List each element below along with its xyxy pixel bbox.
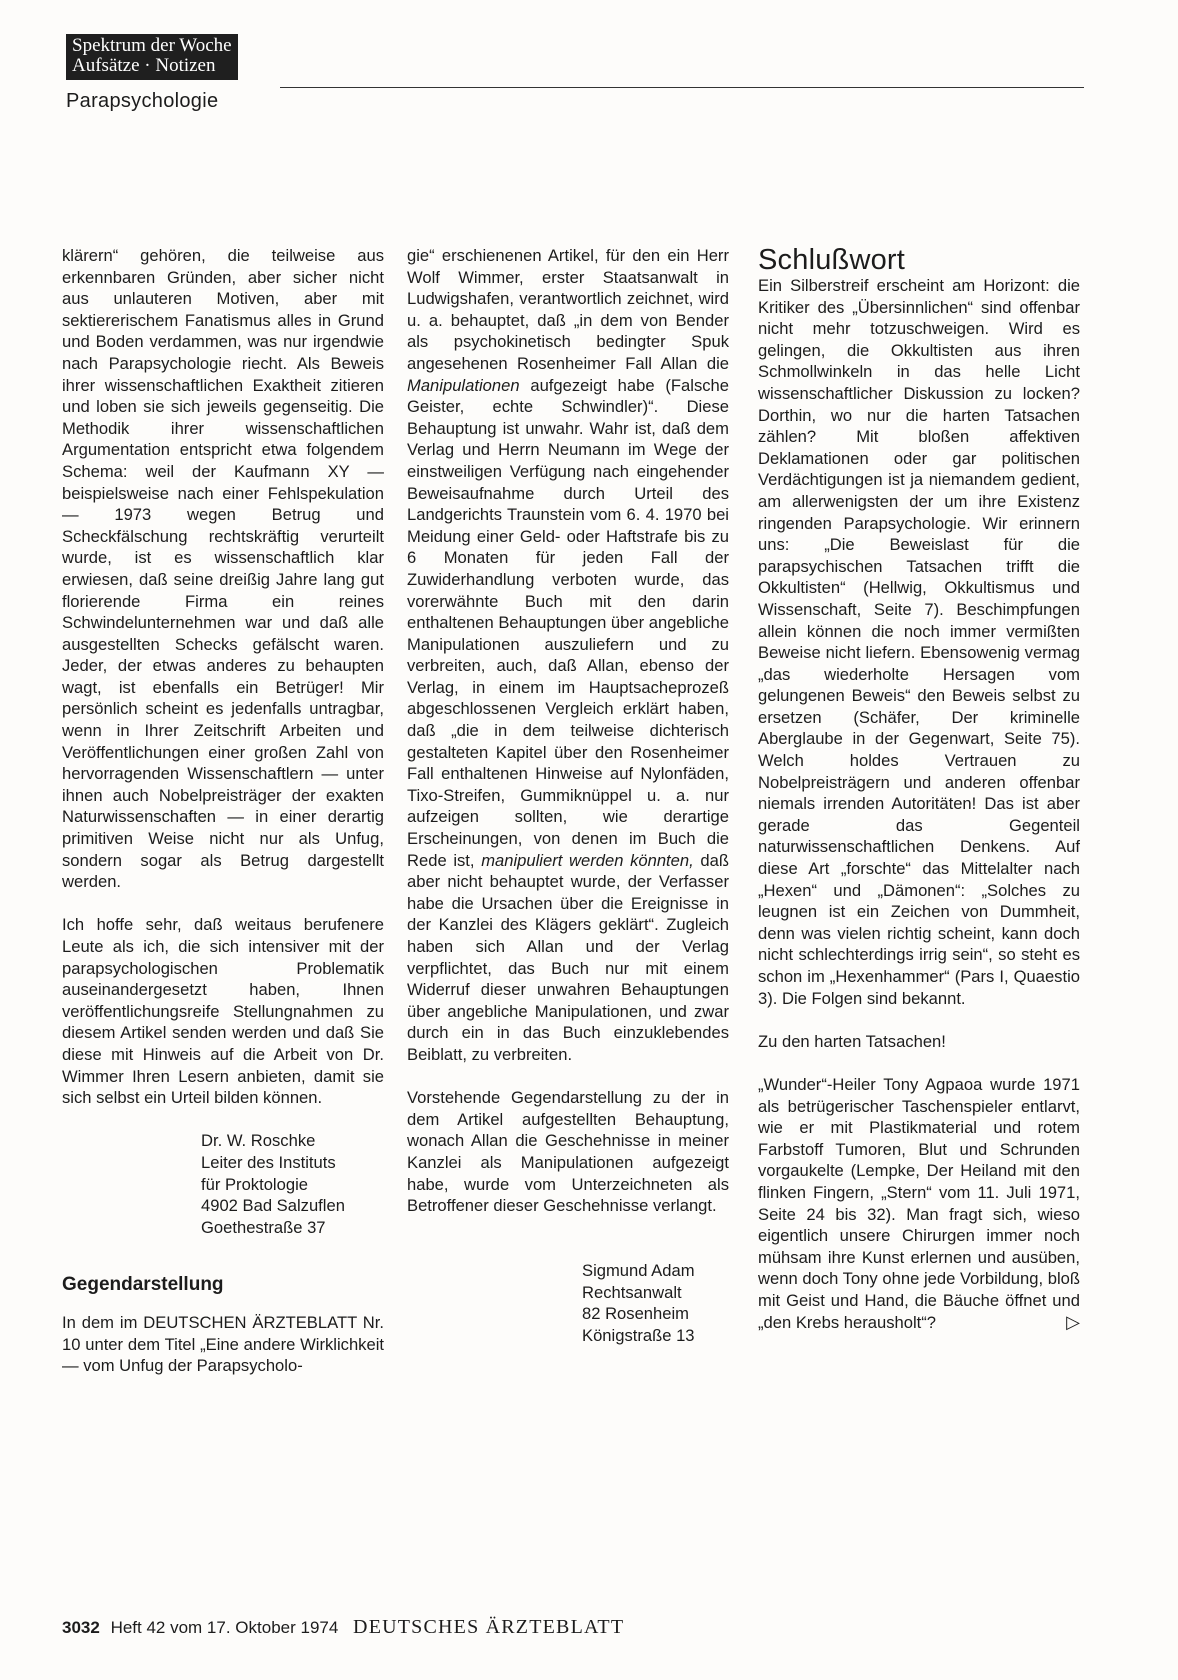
emphasis: manipuliert werden könnten,: [481, 850, 694, 870]
masthead-line-2: Aufsätze · Notizen: [72, 55, 216, 76]
signature-line: Königstraße 13: [582, 1325, 695, 1345]
text-run: „Wunder“-Heiler Tony Agpaoa wurde 1971 als betrügerischer Taschenspieler entlarvt, wie er mit Plastikmaterial und rotem Farbstoff Tumoren, Blut und Schrunden vorgaukelte (Lempke, Der Heiland mit den flinken Fingern, „Stern“ vom 11. Juli 1971, Seite 24 bis 32). Man fragt sich, wieso eigentlich unsere Chirurgen immer noch mühsam ihre Kunst erlernen und ausüben, wenn doch Tony ohne jede Vorbildung, bloß mit Geist und Hand, die Bäuche öffnet und „den Krebs herausholt“?: [758, 1074, 1080, 1332]
heading-schlusswort: Schlußwort: [758, 244, 906, 276]
issue-info: Heft 42 vom 17. Oktober 1974: [110, 1618, 339, 1637]
paragraph: [407, 245, 729, 1066]
continue-arrow-icon: ▷: [1066, 1311, 1080, 1332]
masthead: [66, 34, 238, 80]
signature-line: Sigmund Adam: [582, 1260, 695, 1280]
signature-line: 4902 Bad Salzuflen: [201, 1196, 345, 1216]
page-footer: [62, 1616, 624, 1639]
paragraph: klärern“ gehören, die teilweise aus erkennbaren Gründen, aber sicher nicht aus unlauteren Motiven, aber mit sektiererischem Fanatismus alles in Grund und Boden verdammen, was nur irgendwie nach Parapsychologie riecht. Als Beweis ihrer wissenschaftlichen Exaktheit zitieren und loben sie sich jeweils gegenseitig. Die Methodik ihrer wissenschaftlichen Argumentation entspricht etwa folgendem Schema: weil der Kaufmann XY — beispielsweise nach einer Fehlspekulation — 1973 wegen Betrug und Scheckfälschung rechtskräftig verurteilt wurde, ist es wissenschaftlich klar erwiesen, daß seine dreißig Jahre lang gut florierende Firma ein reines Schwindelunternehmen war und daß alle ausgestellten Schecks gefälscht waren. Jeder, der etwas anderes zu behaupten wagt, ist ebenfalls ein Betrüger! Mir persönlich scheint es jedenfalls untragbar, wenn in Ihrer Zeitschrift Arbeiten und Veröffentlichungen einer großen Zahl von hervorragenden Wissenschaftlern — unter ihnen auch Nobelpreisträger der exakten Naturwissenschaften — in einer derartig primitiven Weise nicht nur als Unfug, sondern sogar als Betrug dargestellt werden.: [62, 246, 384, 892]
text-run: gie“ erschienenen Artikel, für den ein Herr Wolf Wimmer, erster Staatsanwalt in Ludwigshafen, verantwortlich zeichnet, wird u. a. behauptet, daß „in dem von Bender als psychokinetisch bedingter Spuk angesehenen Rosenheimer Fall Allan die: [407, 246, 729, 373]
header-rule: [280, 87, 1084, 88]
masthead-line-1: Spektrum der Woche: [72, 35, 232, 56]
column-1: [62, 245, 384, 1377]
paragraph: Vorstehende Gegendarstellung zu der in dem Artikel aufgestellten Behauptung, wonach Allan die Geschehnisse in meiner Kanzlei als Manipulationen aufgezeigt habe, wurde vom Unterzeichneten als Betroffener dieser Geschehnisse verlangt.: [407, 1088, 729, 1216]
column-2: [407, 245, 729, 1346]
signature-adam: [407, 1260, 729, 1346]
paragraph: Zu den harten Tatsachen!: [758, 1031, 946, 1051]
page-number: 3032: [62, 1618, 100, 1637]
text-run: daß aber nicht behauptet wurde, der Verfasser habe die Ursachen über die Ereignisse in der Kanzlei des Klägers geklärt“. Zugleich haben sich Allan und der Verlag verpflichtet, das Buch nur mit einem Widerruf dieser unwahren Behauptungen über angebliche Manipulationen, und zwar durch ein in das Buch einzuklebendes Beiblatt, zu verbreiten.: [407, 850, 729, 1064]
paragraph: Ich hoffe sehr, daß weitaus berufenere Leute als ich, die sich intensiver mit der parapsychologischen Problematik auseinandergesetzt haben, Ihnen veröffentlichungsreife Stellungnahmen zu diesem Artikel senden werden und daß Sie diese mit Hinweis auf die Arbeit von Dr. Wimmer Ihren Lesern anbieten, damit sie sich selbst ein Urteil bilden können.: [62, 915, 384, 1108]
text-run: aufgezeigt habe (Falsche Geister, echte Schwindler)“. Diese Behauptung ist unwahr. Wahr ist, daß dem Verlag und Herrn Neumann im Wege der einstweiligen Verfügung nach eingehender Beweisaufnahme durch Urteil des Landgerichts Traunstein vom 6. 4. 1970 bei Meidung einer Geld- oder Haftstrafe bis zu 6 Monaten für jeden Fall der Zuwiderhandlung verboten wurde, das vorerwähnte Buch mit den darin enthaltenen Behauptungen über angebliche Manipulationen auszuliefern und zu verbreiten, auch, daß Allan, ebenso der Verlag, in einem im Hauptsacheprozeß abgeschlossenen Vergleich erklärt haben, daß „die in dem teilweise dichterisch gestalteten Kapitel über den Rosenheimer Fall enthaltenen Hinweise auf Nylonfäden, Tixo-Streifen, Gummiknüppel u. a. nur aufzeigen sollten, wie derartige Erscheinungen, von denen im Buch die Rede ist,: [407, 375, 730, 870]
signature-roschke: [62, 1130, 384, 1238]
signature-line: für Proktologie: [201, 1174, 308, 1194]
column-3: [758, 245, 1080, 1333]
emphasis: Manipulationen: [407, 375, 520, 395]
paragraph: [758, 1074, 1080, 1333]
signature-line: Goethestraße 37: [201, 1217, 326, 1237]
journal-name: DEUTSCHES ÄRZTEBLATT: [353, 1616, 625, 1638]
paragraph: In dem im DEUTSCHEN ÄRZTEBLATT Nr. 10 unter dem Titel „Eine andere Wirklichkeit — vom Unfug der Parapsycholo-: [62, 1312, 384, 1376]
signature-line: Dr. W. Roschke: [201, 1131, 316, 1151]
signature-line: Leiter des Instituts: [201, 1152, 336, 1172]
section-label: Parapsychologie: [66, 90, 219, 112]
signature-line: 82 Rosenheim: [582, 1304, 690, 1324]
signature-line: Rechtsanwalt: [582, 1282, 682, 1302]
heading-gegendarstellung: Gegendarstellung: [62, 1273, 224, 1295]
paragraph: Ein Silberstreif erscheint am Horizont: die Kritiker des „Übersinnlichen“ sind offenbar nicht mehr totzuschweigen. Wird es gelingen, die Okkultisten aus ihren Schmollwinkeln in das helle Licht wissenschaftlicher Diskussion zu locken? Dorthin, wo nur die harten Tatsachen zählen? Mit bloßen affektiven Deklamationen oder gar politischen Verdächtigungen ist ja niemandem gedient, am allerwenigsten der um ihre Existenz ringenden Parapsychologie. Wir erinnern uns: „Die Beweislast für die parapsychischen Tatsachen trifft die Okkultisten“ (Hellwig, Okkultismus und Wissenschaft, Seite 7). Beschimpfungen allein können die noch immer vermißten Beweise nicht liefern. Ebensowenig vermag „das wiederholte Hersagen vom gelungenen Beweis“ den Beweis selbst zu ersetzen (Schäfer, Der kriminelle Aberglaube in der Gegenwart, Seite 75). Welch holdes Vertrauen zu Nobelpreisträgern und anderen offenbar niemals irrenden Autoritäten! Das ist aber gerade das Gegenteil naturwissenschaftlichen Denkens. Auf diese Art „forschte“ das Mittelalter nach „Hexen“ und „Dämonen“: „Solches zu leugnen ist ein Zeichen von Dummheit, denn was vielen richtig scheint, kann doch nicht schlechterdings irrig sein“, so steht es schon im „Hexenhammer“ (Pars I, Quaestio 3). Die Folgen sind bekannt.: [758, 276, 1080, 1008]
